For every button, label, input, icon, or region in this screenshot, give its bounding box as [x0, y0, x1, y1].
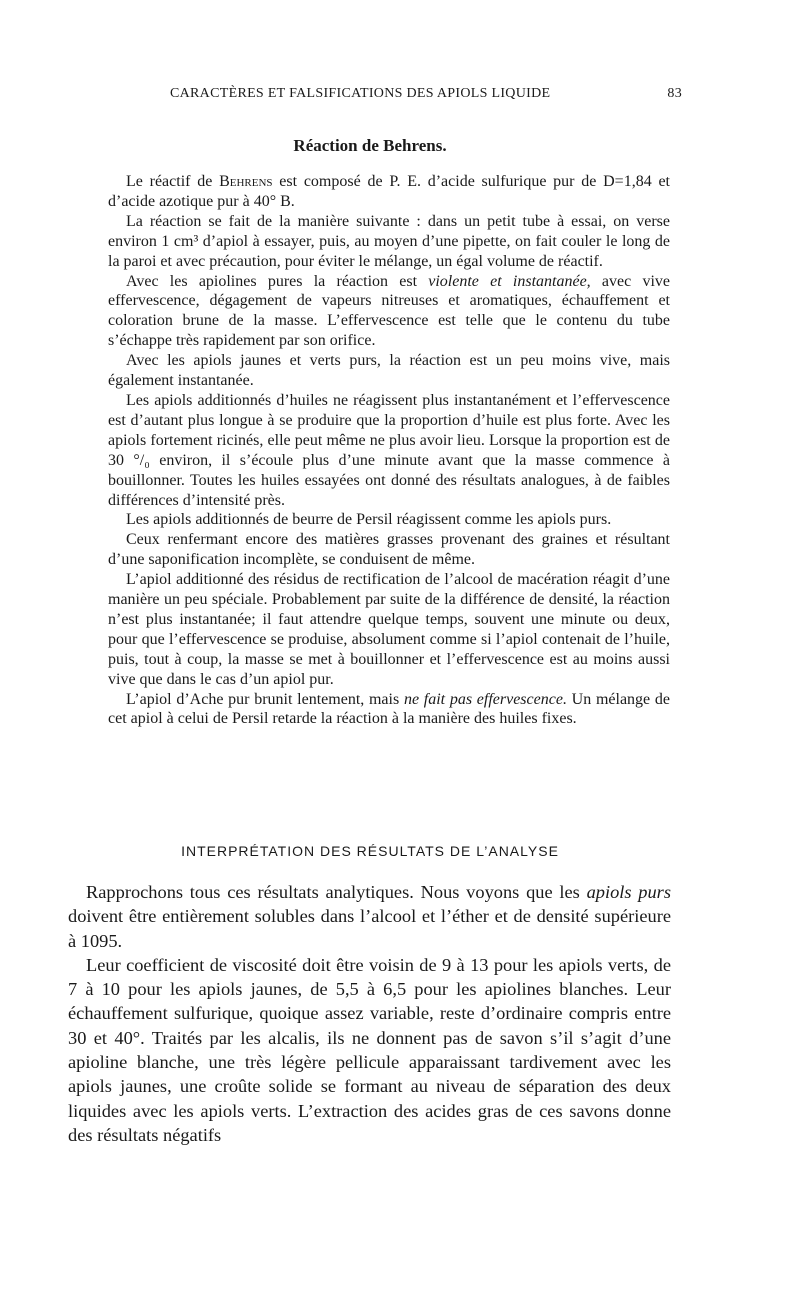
text-run: Les apiols additionnés de beurre de Persil réagissent comme les apiols purs.: [126, 511, 612, 529]
paragraph: [108, 172, 670, 212]
paragraph: [68, 880, 671, 953]
text-run: Ceux renfermant encore des matières grasses provenant des graines et résultant d’une saponification incomplète, se conduisent de même.: [108, 531, 670, 569]
section-title: Réaction de Behrens.: [293, 136, 447, 155]
paragraph: [108, 690, 670, 730]
text-run: avec vive effervescence, dégagement de vapeurs nitreuses et aromatiques, échauffement et coloration brune de la masse. L’effervescence est telle que le contenu du tube s’échappe très rapidement par son orifice.: [108, 272, 670, 350]
paragraph: [108, 391, 670, 510]
text-run: La réaction se fait de la manière suivante : dans un petit tube à essai, on verse environ 1 cm³ d’apiol à essayer, puis, au moyen d’une pipette, on fait couler le long de la paroi et avec précaution, pour éviter le mélange, un égal volume de réactif.: [108, 212, 670, 270]
paragraph: [108, 212, 670, 272]
paragraph: [108, 530, 670, 570]
text-run: L’apiol additionné des résidus de rectification de l’alcool de macération réagit d’une manière un peu spéciale. Probablement par suite de la différence de densité, la réaction n’est plus instantanée; il faut attendre quelque temps, souvent une minute ou deux, pour que l’effervescence se produise, absolument comme si l’apiol contenait de l’huile, puis, tout à coup, la masse se met à bouillonner et l’effervescence est au moins aussi vive que dans le cas d’un apiol pur.: [108, 571, 670, 688]
paragraph: [108, 570, 670, 689]
text-run: doivent être entièrement solubles dans l’alcool et l’éther et de densité supérieure à 1095.: [68, 906, 671, 951]
text-run: Behrens: [219, 173, 273, 190]
text-run: Un mélange de cet apiol à celui de Persil retarde la réaction à la manière des huiles fixes.: [108, 690, 670, 728]
paragraph: [108, 272, 670, 352]
paragraph: [68, 953, 671, 1147]
paragraph: [108, 351, 670, 391]
running-head-title: CARACTÈRES ET FALSIFICATIONS DES APIOLS LIQUIDE: [170, 86, 551, 101]
interpretation-heading: INTERPRÉTATION DES RÉSULTATS DE L’ANALYSE: [181, 843, 559, 859]
text-run: violente et instantanée,: [428, 272, 591, 290]
page-number: 83: [667, 86, 682, 101]
paragraph: [108, 510, 670, 530]
text-run: Avec les apiols jaunes et verts purs, la réaction est un peu moins vive, mais également instantanée.: [108, 352, 670, 390]
body-text-interpretation: [68, 880, 671, 1147]
body-text-behrens: [108, 172, 670, 729]
text-run: Rapprochons tous ces résultats analytiques. Nous voyons que les: [86, 882, 587, 902]
text-run: Leur coefficient de viscosité doit être voisin de 9 à 13 pour les apiols verts, de 7 à 10 pour les apiols jaunes, de 5,5 à 6,5 pour les apiolines blanches. Leur échauffement sulfurique, quoique assez variable, reste d’ordinaire compris entre 30 et 40°. Traités par les alcalis, ils ne donnent pas de savon s’il s’agit d’une apioline blanche, une très légère pellicule apparaissant tardivement avec les apiols jaunes, une croûte solide se formant au niveau de séparation des deux liquides avec les apiols verts. L’extraction des acides gras de ces savons donne des résultats négatifs: [68, 954, 671, 1145]
text-run: ne fait pas effervescence.: [403, 690, 567, 708]
text-run: L’apiol d’Ache pur brunit lentement, mais: [126, 690, 404, 708]
text-run: Avec les apiolines pures la réaction est: [126, 272, 429, 290]
text-run: est composé de P. E. d’acide sulfurique pur de D=1,84 et d’acide azotique pur à 40° B.: [108, 173, 671, 210]
text-run: apiols purs: [586, 882, 671, 902]
text-run: Le réactif de: [126, 173, 220, 190]
text-run: Les apiols additionnés d’huiles ne réagissent plus instantanément et l’effervescence est d’autant plus longue à se produire que la proportion d’huile est plus forte. Avec les apiols fortement ricinés, elle peut même ne plus avoir lieu. Lorsque la proportion est de 30 °/₀ environ, il s’écoule plus d’une minute avant que la masse commence à bouillonner. Toutes les huiles essayées ont donné des résultats analogues, à de faibles différences d’intensité près.: [108, 391, 670, 509]
